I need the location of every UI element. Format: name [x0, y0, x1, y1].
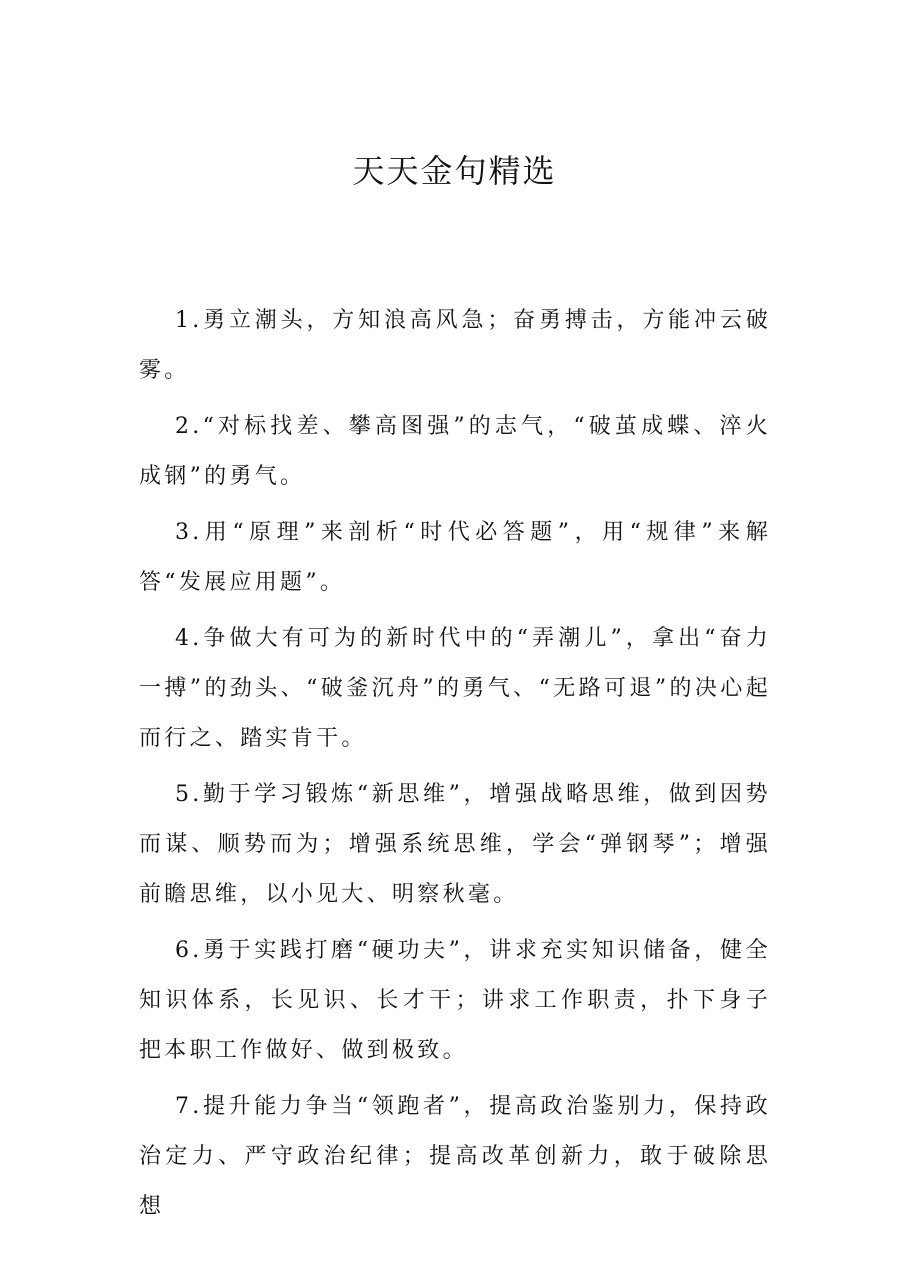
document-title: 天天金句精选 — [352, 152, 557, 190]
paragraph-2: 2.“对标找差、攀高图强”的志气，“破茧成蝶、淬火成钢”的勇气。 — [139, 414, 771, 489]
document-body — [139, 296, 771, 1238]
paragraph-7: 7.提升能力争当“领跑者”，提高政治鉴别力，保持政治定力、严守政治纪律；提高改革创新力，敢于破除思想 — [139, 1094, 771, 1219]
paragraph-3: 3.用“原理”来剖析“时代必答题”，用“规律”来解答“发展应用题”。 — [139, 520, 771, 595]
paragraph-5: 5.勤于学习锻炼“新思维”，增强战略思维，做到因势而谋、顺势而为；增强系统思维，学会“弹钢琴”；增强前瞻思维，以小见大、明察秋毫。 — [139, 782, 771, 907]
paragraph-4: 4.争做大有可为的新时代中的“弄潮儿”，拿出“奋力一搏”的劲头、“破釜沉舟”的勇气、“无路可退”的决心起而行之、踏实肯干。 — [139, 626, 771, 751]
paragraph-6: 6.勇于实践打磨“硬功夫”，讲求充实知识储备，健全知识体系，长见识、长才干；讲求工作职责，扑下身子把本职工作做好、做到极致。 — [139, 938, 771, 1063]
paragraph-1: 1.勇立潮头，方知浪高风急；奋勇搏击，方能冲云破雾。 — [139, 308, 771, 383]
